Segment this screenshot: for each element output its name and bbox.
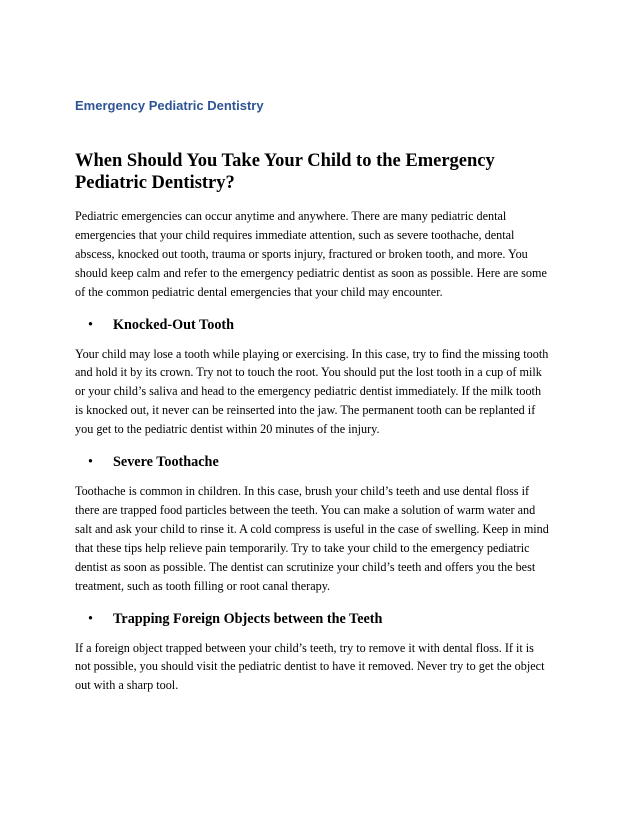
section-heading-text: Severe Toothache	[113, 454, 219, 471]
section-paragraph-severe-toothache	[75, 482, 570, 595]
text-line: Pediatric emergencies can occur anytime and anywhere. There are many pediatric dental	[75, 209, 507, 223]
section-heading-foreign-objects	[75, 610, 570, 628]
text-line: or your child’s saliva and head to the emergency pediatric dentist immediately. If the milk tooth	[75, 384, 542, 399]
article-heading-line-1: When Should You Take Your Child to the Emergency	[75, 151, 495, 171]
text-line: dentist as soon as possible. The dentist can scrutinize your child’s teeth and offers you the best	[75, 559, 536, 574]
text-line: Toothache is common in children. In this case, brush your child’s teeth and use dental floss if	[75, 484, 530, 499]
text-line: should keep calm and refer to the emergency pediatric dentist as soon as possible. Here are some	[75, 265, 547, 280]
intro-paragraph	[75, 207, 570, 302]
text-line: abscess, knocked out tooth, trauma or sports injury, fractured or broken tooth, and more. You	[75, 246, 528, 261]
section-heading-knocked-out-tooth	[75, 316, 570, 334]
text-line: not possible, you should visit the pediatric dentist to have it removed. Never try to get the object	[75, 659, 545, 674]
bullet-icon: •	[88, 610, 93, 627]
text-line: you get to the pediatric dentist within 20 minutes of the injury.	[75, 422, 380, 437]
text-line: treatment, such as tooth filling or root canal therapy.	[75, 578, 331, 593]
text-line: there are trapped food particles between the teeth. You can make a solution of warm water and	[75, 502, 536, 517]
section-heading-text: Trapping Foreign Objects between the Teeth	[113, 610, 383, 627]
section-heading-severe-toothache	[75, 453, 570, 471]
section-heading-text: Knocked-Out Tooth	[113, 316, 235, 333]
article-heading	[75, 150, 570, 194]
section-paragraph-knocked-out-tooth	[75, 345, 570, 440]
text-line: out with a sharp tool.	[75, 678, 179, 693]
article-body	[75, 150, 570, 695]
bullet-icon: •	[88, 454, 93, 471]
text-line: of the common pediatric dental emergencies that your child may encounter.	[75, 284, 443, 299]
bullet-icon: •	[88, 316, 93, 333]
text-line: is knocked out, it never can be reinserted into the jaw. The permanent tooth can be replanted if	[75, 403, 536, 418]
document-header-title: Emergency Pediatric Dentistry	[75, 98, 264, 113]
text-line: salt and ask your child to rinse it. A cold compress is useful in the case of swelling. Keep in mind	[75, 521, 549, 536]
text-line: emergencies that your child requires immediate attention, such as severe toothache, dental	[75, 227, 515, 242]
article-heading-line-2: Pediatric Dentistry?	[75, 173, 235, 193]
text-line: If a foreign object trapped between your child’s teeth, try to remove it with dental floss. If it is	[75, 640, 534, 655]
text-line: that these tips help relieve pain temporarily. Try to take your child to the emergency pediatric	[75, 540, 530, 555]
text-line: and hold it by its crown. Try not to touch the root. You should put the lost tooth in a cup of milk	[75, 365, 542, 380]
section-paragraph-foreign-objects	[75, 639, 570, 696]
text-line: Your child may lose a tooth while playing or exercising. In this case, try to find the missing tooth	[75, 346, 549, 361]
